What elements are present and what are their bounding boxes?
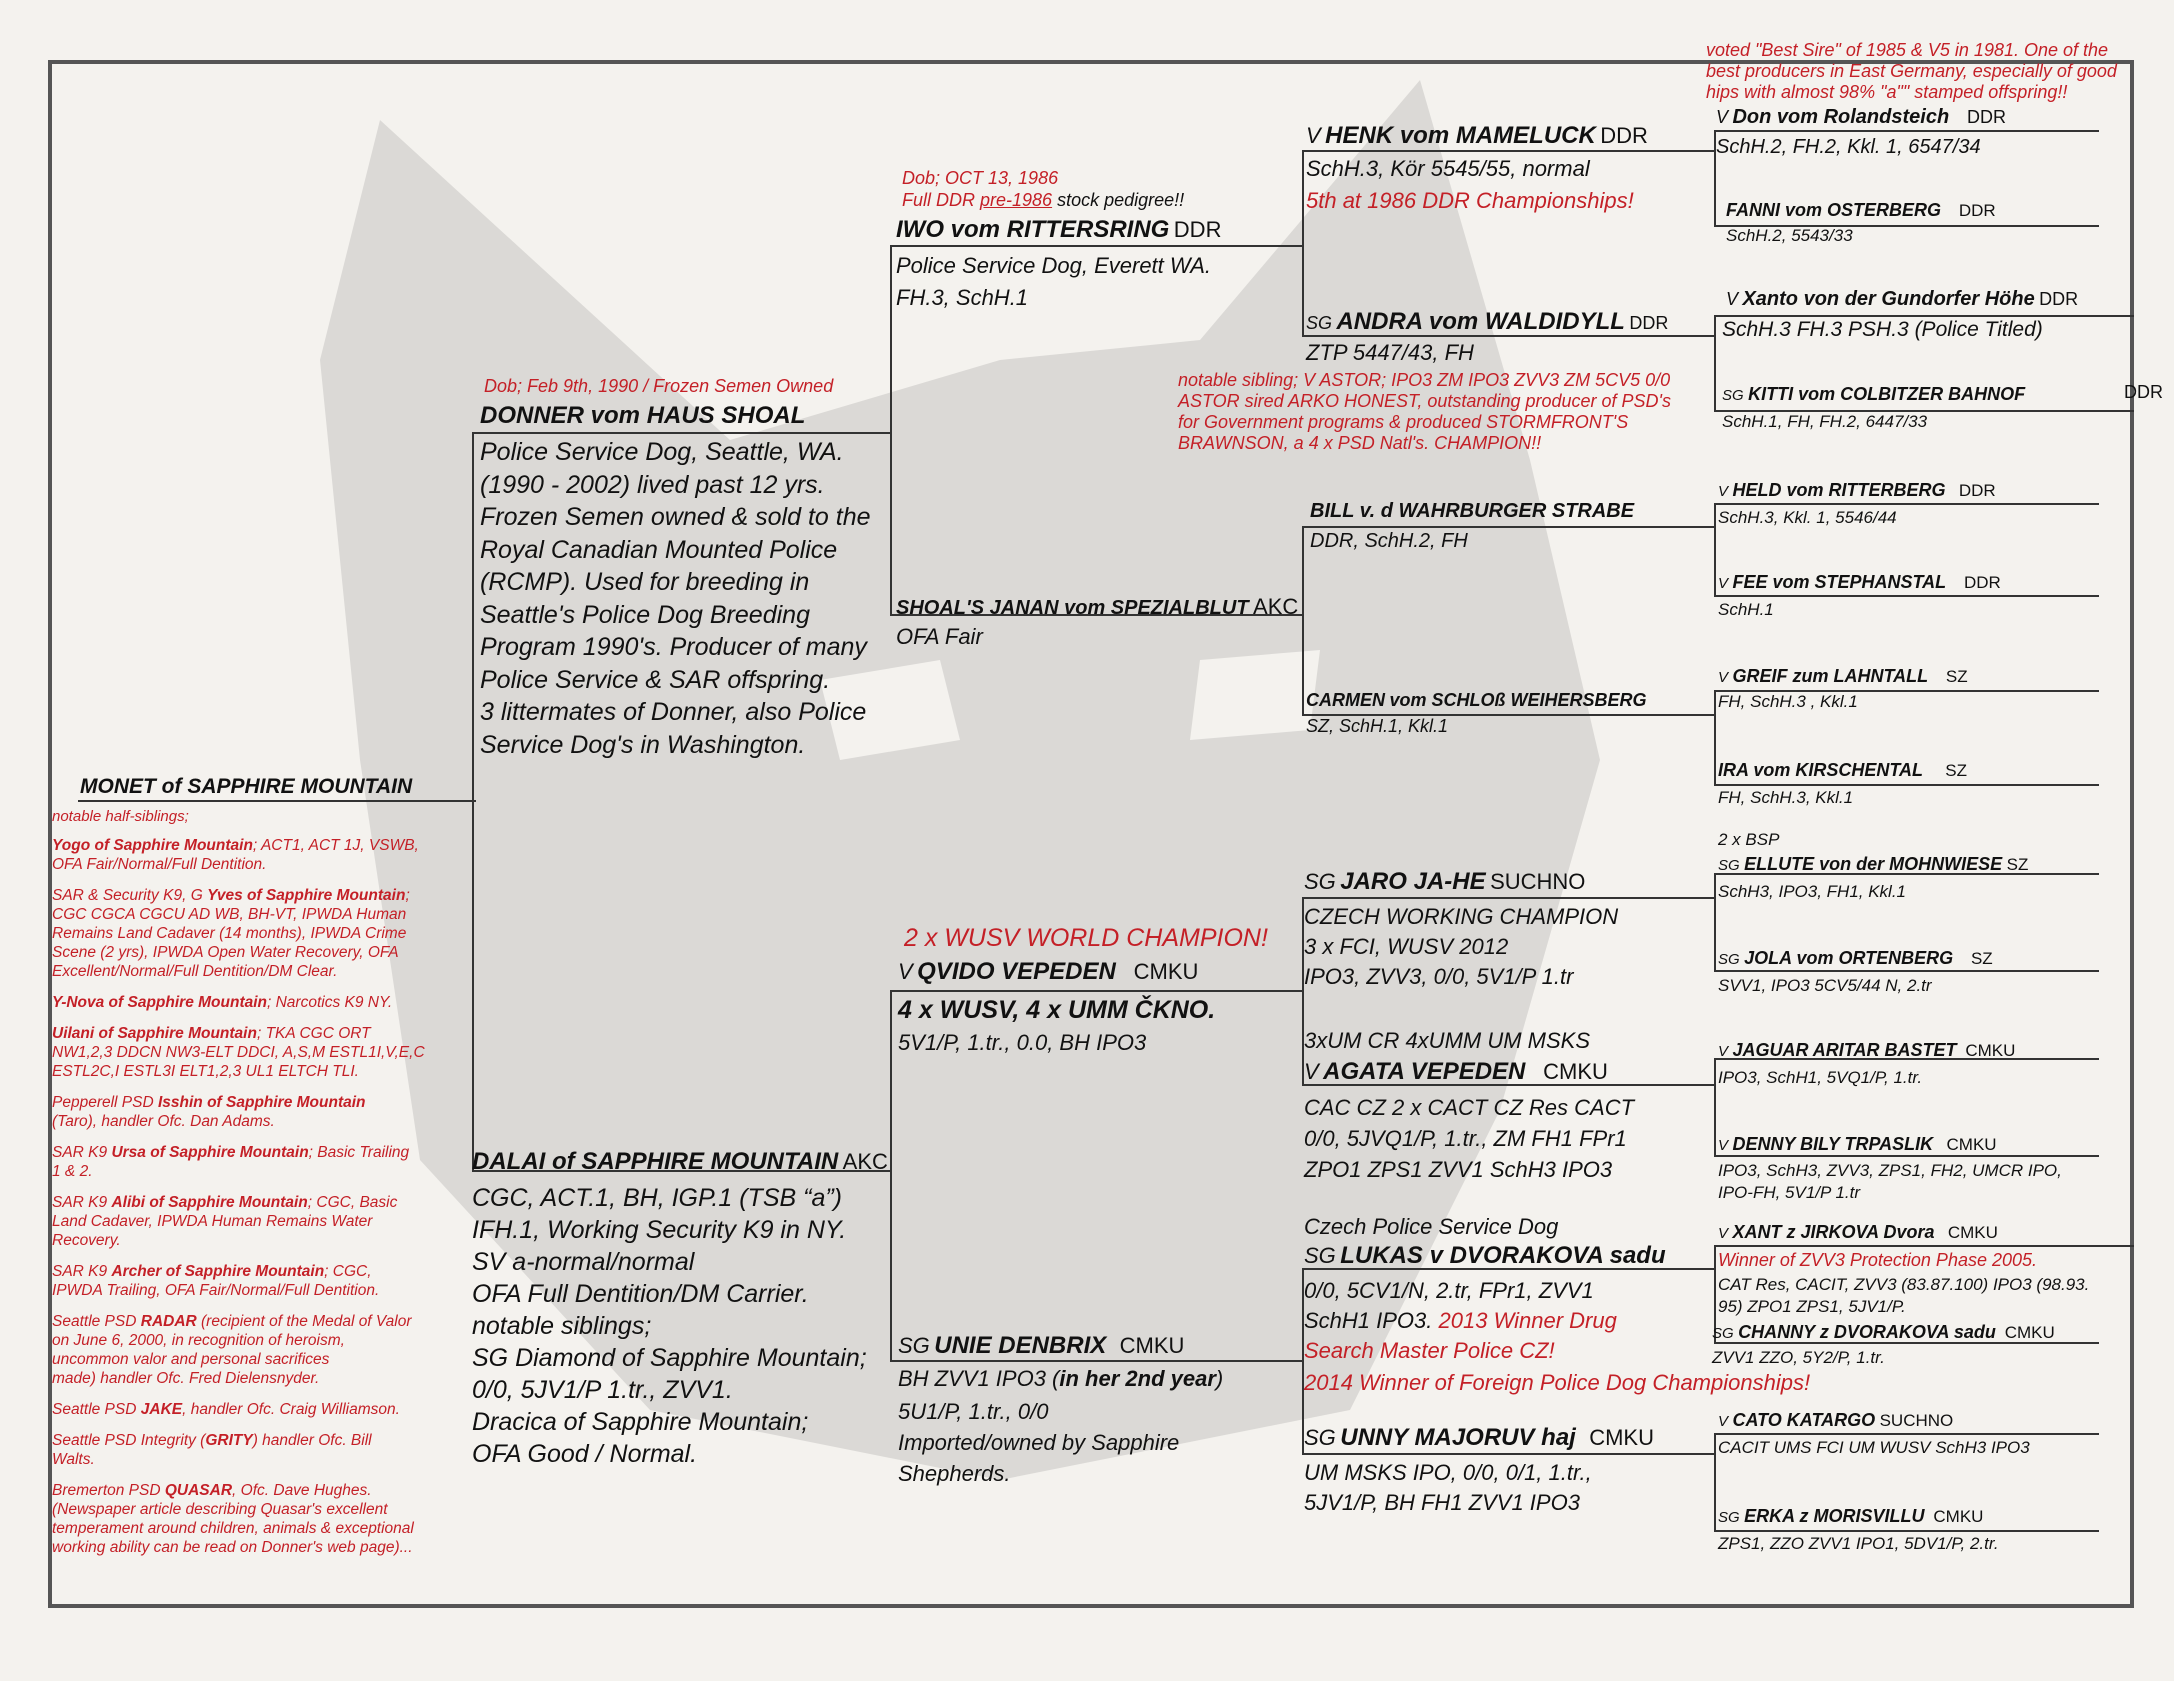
connector bbox=[1714, 503, 2099, 505]
dam-reg: AKC bbox=[842, 1149, 888, 1174]
ira-header: IRA vom KIRSCHENTAL SZ bbox=[1718, 760, 1967, 780]
kitti-header: SG KITTI vom COLBITZER BAHNOF bbox=[1722, 384, 2026, 404]
kitti-details: SchH.1, FH, FH.2, 6447/33 bbox=[1722, 412, 1928, 431]
lukas-line2: SchH1 IPO3. 2013 Winner Drug bbox=[1304, 1308, 1617, 1333]
xant-header: V XANT z JIRKOVA Dvora CMKU bbox=[1718, 1222, 1998, 1242]
dam-name: DALAI of SAPPHIRE MOUNTAIN bbox=[472, 1148, 839, 1175]
don-header: V Don vom Rolandsteich DDR bbox=[1716, 106, 2006, 128]
dam-line: OFA Good / Normal. bbox=[472, 1440, 698, 1468]
xant-red: Winner of ZVV3 Protection Phase 2005. bbox=[1718, 1250, 2038, 1270]
andra-notes: notable sibling; V ASTOR; IPO3 ZM IPO3 ZVV3 ZM 5CV5 0/0 ASTOR sired ARKO HONEST, outstanding producer of PSD's for Government programs & produced STORMFRONT'S BRAWNSON, a 4 x PSD Natl's. CHAMPION!! bbox=[1178, 370, 1671, 453]
connector bbox=[890, 990, 892, 1360]
henk-details: SchH.3, Kör 5545/55, normal bbox=[1306, 156, 1590, 181]
fanni-header: FANNI vom OSTERBERG DDR bbox=[1726, 200, 1996, 220]
connector bbox=[1302, 150, 1304, 335]
jaro-header: SG JARO JA-HE SUCHNO bbox=[1304, 868, 1586, 895]
sire-line: Royal Canadian Mounted Police bbox=[480, 535, 838, 564]
sire-line: 3 littermates of Donner, also Police bbox=[480, 698, 867, 726]
andra-details: ZTP 5447/43, FH bbox=[1306, 340, 1474, 365]
unny-header: SG UNNY MAJORUV haj CMKU bbox=[1304, 1424, 1654, 1451]
kitti-reg: DDR bbox=[2124, 382, 2163, 402]
sire-line: Police Service Dog, Seattle, WA. bbox=[480, 438, 844, 466]
connector bbox=[1302, 526, 1304, 716]
held-details: SchH.3, Kkl. 1, 5546/44 bbox=[1718, 508, 1897, 527]
don-details: SchH.2, FH.2, Kkl. 1, 6547/34 bbox=[1716, 136, 1981, 158]
lukas-line1: 0/0, 5CV1/N, 2.tr, FPr1, ZVV1 bbox=[1304, 1278, 1594, 1303]
sibling-entry: Bremerton PSD QUASAR, Ofc. Dave Hughes. (Newspaper article describing Quasar's excellent temperament around children, animals & exceptional working ability can be read on Donner's web page)... bbox=[52, 1481, 414, 1556]
connector bbox=[1714, 690, 1716, 784]
connector bbox=[890, 245, 892, 615]
bill-name: BILL v. d WAHRBURGER STRABE bbox=[1310, 500, 1635, 522]
lukas-line4: 2014 Winner of Foreign Police Dog Championships! bbox=[1304, 1370, 1811, 1395]
denny-details: IPO3, SchH3, ZVV3, ZPS1, FH2, UMCR IPO, IPO-FH, 5V1/P 1.tr bbox=[1718, 1161, 2062, 1202]
connector bbox=[1714, 315, 2134, 317]
fee-details: SchH.1 bbox=[1718, 600, 1774, 619]
iwo-details: Police Service Dog, Everett WA. FH.3, SchH.1 bbox=[896, 253, 1212, 310]
xant-details: CAT Res, CACIT, ZVV3 (83.87.100) IPO3 (98.93. 95) ZPO1 ZPS1, 5JV1/P. bbox=[1718, 1275, 2090, 1316]
sibling-entry: Uilani of Sapphire Mountain; TKA CGC ORT NW1,2,3 DDCN NW3-ELT DDCI, A,S,M ESTL1I,V,E,C ESTL2C,I ESTL3I ELT1,2,3 UL1 ELTCH TLI. bbox=[52, 1024, 425, 1080]
sibling-entry: Seattle PSD JAKE, handler Ofc. Craig Williamson. bbox=[52, 1400, 400, 1418]
ellute-pre: 2 x BSP bbox=[1718, 830, 1780, 849]
jaguar-details: IPO3, SchH1, 5VQ1/P, 1.tr. bbox=[1718, 1068, 1923, 1087]
connector bbox=[1714, 1433, 1716, 1530]
ellute-details: SchH3, IPO3, FH1, Kkl.1 bbox=[1718, 882, 1907, 901]
ellute-header: SG ELLUTE von der MOHNWIESE SZ bbox=[1718, 854, 2029, 874]
qvido-header: V QVIDO VEPEDEN CMKU bbox=[898, 958, 1199, 985]
connector bbox=[1302, 526, 1714, 528]
connector bbox=[890, 245, 1302, 247]
dam-line: 0/0, 5JV1/P 1.tr., ZVV1. bbox=[472, 1376, 733, 1404]
agata-header: V AGATA VEPEDEN CMKU bbox=[1304, 1058, 1608, 1085]
sire-details bbox=[480, 436, 871, 761]
greif-header: V GREIF zum LAHNTALL SZ bbox=[1718, 666, 1968, 686]
lukas-line3: Search Master Police CZ! bbox=[1304, 1338, 1555, 1363]
connector bbox=[1714, 784, 2099, 786]
greif-details: FH, SchH.3 , Kkl.1 bbox=[1718, 692, 1858, 711]
sibling-entry: Yogo of Sapphire Mountain; ACT1, ACT 1J, VSWB, OFA Fair/Normal/Full Dentition. bbox=[52, 836, 419, 873]
andra-header: SG ANDRA vom WALDIDYLL DDR bbox=[1306, 308, 1669, 335]
sire-line: Service Dog's in Washington. bbox=[480, 730, 806, 759]
dam-line: OFA Full Dentition/DM Carrier. bbox=[472, 1280, 809, 1308]
connector bbox=[1714, 130, 2099, 132]
iwo-header: IWO vom RITTERSRING DDR bbox=[896, 216, 1222, 243]
carmen-header: CARMEN vom SCHLOß WEIHERSBERG bbox=[1306, 690, 1647, 710]
sibling-entry: SAR & Security K9, G Yves of Sapphire Mountain; CGC CGCA CGCU AD WB, BH-VT, IPWDA Human Remains Land Cadaver (14 months), IPWDA Crime Scene (2 yrs), IPWDA Open Water Recovery, OFA Excellent/Normal/Full Dentition/DM Clear. bbox=[52, 886, 410, 980]
connector bbox=[472, 432, 892, 434]
fee-header: V FEE vom STEPHANSTAL DDR bbox=[1718, 572, 2001, 592]
xanto-header: V Xanto von der Gundorfer Höhe DDR bbox=[1726, 288, 2079, 310]
unny-details: UM MSKS IPO, 0/0, 0/1, 1.tr., 5JV1/P, BH FH1 ZVV1 IPO3 bbox=[1304, 1460, 1592, 1515]
half-siblings-list bbox=[52, 808, 482, 1557]
denny-header: V DENNY BILY TRPASLIK CMKU bbox=[1718, 1134, 1997, 1154]
lukas-pre: Czech Police Service Dog bbox=[1304, 1214, 1559, 1239]
sibling-entry: Seattle PSD RADAR (recipient of the Medal of Valor on June 6, 2000, in recognition of heroism, uncommon valor and personal sacrifices made) handler Ofc. Fred Dielensnyder. bbox=[52, 1312, 412, 1387]
connector bbox=[890, 990, 1302, 992]
agata-details: CAC CZ 2 x CACT CZ Res CACT 0/0, 5JVQ1/P, 1.tr., ZM FH1 FPr1 ZPO1 ZPS1 ZVV1 SchH3 IPO3 bbox=[1304, 1095, 1635, 1182]
don-note: voted "Best Sire" of 1985 & V5 in 1981. One of the best producers in East Germany, especially of good hips with almost 98% "a"" stamped offspring!! bbox=[1706, 40, 2117, 102]
cato-details: CACIT UMS FCI UM WUSV SchH3 IPO3 bbox=[1718, 1438, 2030, 1457]
iwo-note: Dob; OCT 13, 1986 bbox=[902, 168, 1059, 188]
carmen-details: SZ, SchH.1, Kkl.1 bbox=[1306, 716, 1449, 736]
sibling-entry: Pepperell PSD Isshin of Sapphire Mountain (Taro), handler Ofc. Dan Adams. bbox=[52, 1093, 366, 1130]
dam-line: SV a-normal/normal bbox=[472, 1248, 695, 1276]
sibling-entry: SAR K9 Archer of Sapphire Mountain; CGC, IPWDA Trailing, OFA Fair/Normal/Full Dentition. bbox=[52, 1262, 380, 1299]
unie-header: SG UNIE DENBRIX CMKU bbox=[898, 1332, 1185, 1359]
dam-line: Dracica of Sapphire Mountain; bbox=[472, 1408, 809, 1436]
sibling-entry: Y-Nova of Sapphire Mountain; Narcotics K9 NY. bbox=[52, 993, 393, 1011]
connector bbox=[1714, 1433, 2099, 1435]
cato-header: V CATO KATARGO SUCHNO bbox=[1718, 1410, 1954, 1430]
ira-details: FH, SchH.3, Kkl.1 bbox=[1718, 788, 1854, 807]
dam-line: SG Diamond of Sapphire Mountain; bbox=[472, 1344, 867, 1372]
sibling-entries bbox=[52, 836, 482, 1557]
xanto-details: SchH.3 FH.3 PSH.3 (Police Titled) bbox=[1722, 318, 2043, 341]
held-header: V HELD vom RITTERBERG DDR bbox=[1718, 480, 1996, 500]
unie-line1: BH ZVV1 IPO3 (in her 2nd year) bbox=[898, 1366, 1224, 1391]
dam-line: notable siblings; bbox=[472, 1312, 652, 1340]
sibling-entry: Seattle PSD Integrity (GRITY) handler Ofc. Bill Walts. bbox=[52, 1431, 372, 1468]
unie-details: 5U1/P, 1.tr., 0/0 Imported/owned by Sapphire Shepherds. bbox=[898, 1399, 1180, 1486]
connector bbox=[1714, 595, 2099, 597]
half-siblings-heading: notable half-siblings; bbox=[52, 808, 189, 825]
sire-line: (RCMP). Used for breeding in bbox=[480, 568, 810, 596]
dam-line: IFH.1, Working Security K9 in NY. bbox=[472, 1216, 847, 1244]
connector bbox=[1714, 1058, 1716, 1155]
connector bbox=[1714, 873, 1716, 970]
janan-details: OFA Fair bbox=[896, 624, 983, 649]
jola-details: SVV1, IPO3 5CV5/44 N, 2.tr bbox=[1718, 976, 1932, 995]
connector bbox=[78, 800, 476, 802]
sire-name: DONNER vom HAUS SHOAL bbox=[480, 402, 806, 429]
agata-pre: 3xUM CR 4xUMM UM MSKS bbox=[1304, 1028, 1591, 1053]
sire-line: Seattle's Police Dog Breeding bbox=[480, 600, 810, 629]
jaro-details: CZECH WORKING CHAMPION 3 x FCI, WUSV 2012 IPO3, ZVV3, 0/0, 5V1/P 1.tr bbox=[1304, 904, 1619, 989]
fanni-details: SchH.2, 5543/33 bbox=[1726, 226, 1853, 245]
qvido-bold: 4 x WUSV, 4 x UMM ČKNO. bbox=[898, 996, 1216, 1024]
qvido-note: 2 x WUSV WORLD CHAMPION! bbox=[904, 924, 1268, 952]
henk-red: 5th at 1986 DDR Championships! bbox=[1306, 188, 1634, 213]
connector bbox=[1714, 315, 1716, 410]
sire-line: Program 1990's. Producer of many bbox=[480, 633, 867, 661]
sibling-entry: SAR K9 Ursa of Sapphire Mountain; Basic Trailing 1 & 2. bbox=[52, 1143, 410, 1180]
sire-line: Frozen Semen owned & sold to the bbox=[480, 503, 871, 531]
bill-details: DDR, SchH.2, FH bbox=[1310, 530, 1468, 552]
dam-details bbox=[472, 1182, 867, 1470]
qvido-details: 5V1/P, 1.tr., 0.0, BH IPO3 bbox=[898, 1030, 1147, 1055]
sibling-entry: SAR K9 Alibi of Sapphire Mountain; CGC, Basic Land Cadaver, IPWDA Human Remains Water Recovery. bbox=[52, 1193, 398, 1249]
sire-note: Dob; Feb 9th, 1990 / Frozen Semen Owned bbox=[484, 376, 834, 396]
jaguar-header: V JAGUAR ARITAR BASTET CMKU bbox=[1718, 1040, 2016, 1060]
connector bbox=[1302, 897, 1714, 899]
jola-header: SG JOLA vom ORTENBERG SZ bbox=[1718, 948, 1993, 968]
janan-header: SHOAL'S JANAN vom SPEZIALBLUT AKC bbox=[896, 594, 1299, 619]
connector bbox=[1714, 970, 2099, 972]
dam-header bbox=[472, 1148, 888, 1176]
dam-line: CGC, ACT.1, BH, IGP.1 (TSB “a”) bbox=[472, 1184, 842, 1212]
channy-details: ZVV1 ZZO, 5Y2/P, 1.tr. bbox=[1712, 1348, 1885, 1367]
erka-header: SG ERKA z MORISVILLU CMKU bbox=[1718, 1506, 1984, 1526]
connector bbox=[1714, 1245, 2134, 1247]
lukas-header: SG LUKAS v DVORAKOVA sadu bbox=[1304, 1242, 1666, 1269]
channy-header: SG CHANNY z DVORAKOVA sadu CMKU bbox=[1712, 1322, 2055, 1342]
sire-line: Police Service & SAR offspring. bbox=[480, 665, 831, 694]
henk-header: V HENK vom MAMELUCK DDR bbox=[1306, 122, 1648, 149]
subject-name: MONET of SAPPHIRE MOUNTAIN bbox=[80, 775, 413, 798]
connector bbox=[1714, 1530, 2099, 1532]
erka-details: ZPS1, ZZO ZVV1 IPO1, 5DV1/P, 2.tr. bbox=[1718, 1534, 1999, 1553]
iwo-note-2: Full DDR pre-1986 stock pedigree!! bbox=[902, 190, 1185, 210]
sire-line: (1990 - 2002) lived past 12 yrs. bbox=[480, 470, 825, 499]
connector bbox=[1714, 503, 1716, 595]
connector bbox=[1302, 1453, 1714, 1455]
